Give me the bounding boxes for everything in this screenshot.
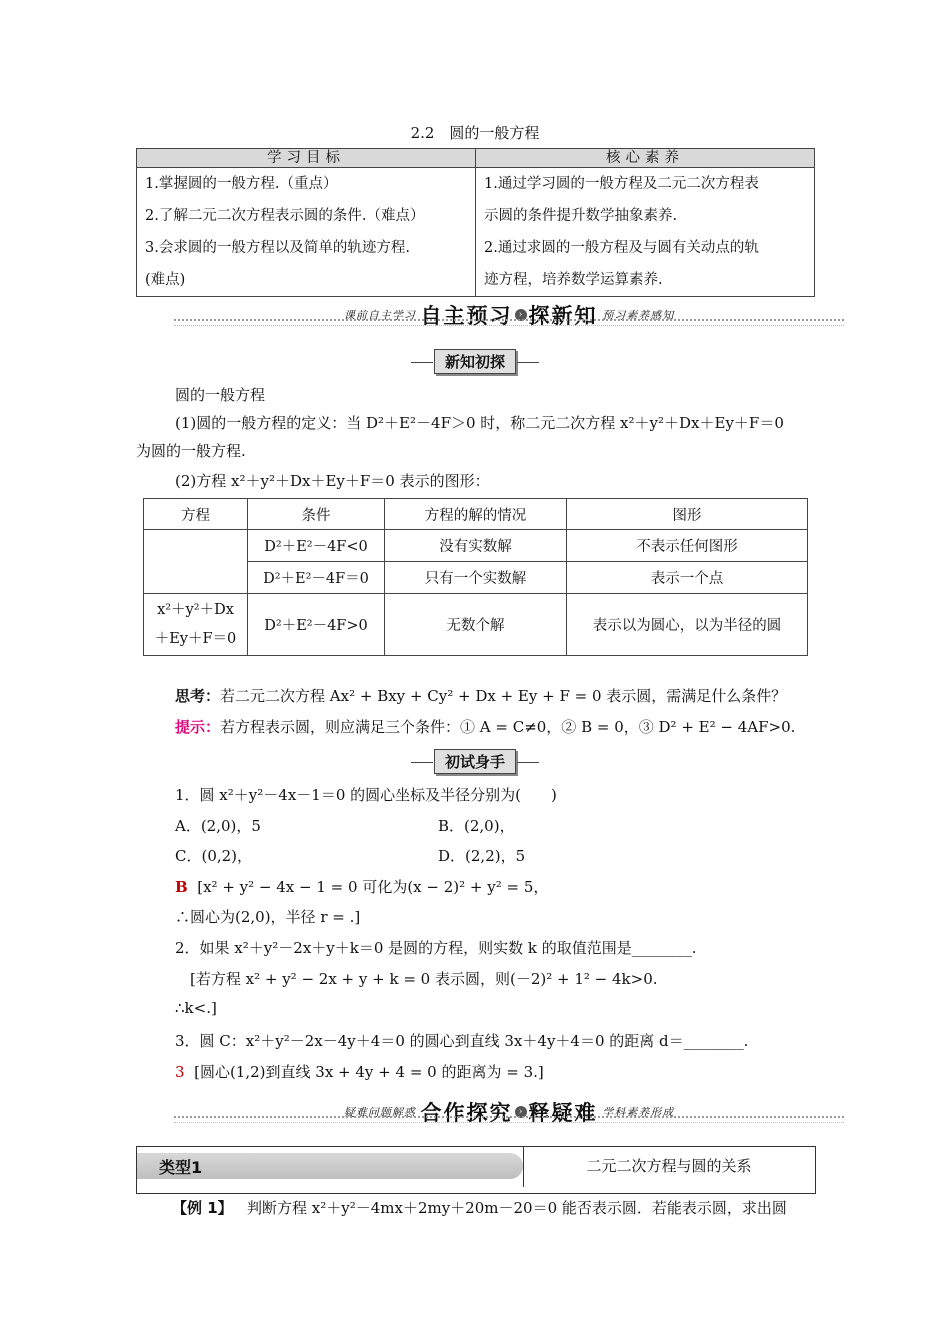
example-1 (172, 1197, 787, 1218)
goal-line: 1.掌握圆的一般方程.（重点） (145, 176, 338, 192)
type-label-bar (137, 1153, 523, 1179)
equation-line: x²＋y²＋Dx (157, 601, 234, 618)
answer-label: 3 (175, 1063, 185, 1081)
solution-text: [x² + y² − 4x − 1 = 0 可化为(x − 2)² + y² = 5， (197, 878, 549, 896)
goal-line: 3.会求圆的一般方程以及简单的轨迹方程. (145, 240, 410, 256)
goals-table (136, 148, 815, 297)
example-text: 判断方程 x²＋y²－4mx＋2my＋20m－20＝0 能否表示圆．若能表示圆，求出圆 (246, 1199, 787, 1217)
table-cell: 只有一个实数解 (385, 562, 567, 594)
table-cell: D²＋E²－4F>0 (248, 594, 385, 656)
table-cell-equation (144, 594, 248, 656)
banner-main-text: 自主预习 (420, 304, 513, 328)
banner-main-text: 合作探究 (420, 1101, 513, 1125)
table-cell-empty (144, 530, 248, 594)
banner-divider (174, 1116, 844, 1123)
type-label: 类型1 (159, 1158, 203, 1177)
literacy-line: 迹方程，培养数学运算素养. (484, 272, 663, 288)
hint-label: 提示： (175, 718, 221, 736)
banner-main-text: 探新知 (528, 304, 598, 328)
solution-text: [若方程 x² + y² − 2x + y + k = 0 表示圆，则(－2)² + 1² − 4k>0. (190, 970, 658, 988)
goals-col-literacy (476, 168, 815, 297)
solution-text: ∴圆心为(2,0)，半径 r = .] (175, 908, 361, 926)
banner-left-text: 疑难问题解惑 (343, 1106, 416, 1119)
definition-line: (2)方程 x²＋y²＋Dx＋Ey＋F＝0 表示的图形： (175, 472, 490, 490)
section-title: 2.2 圆的一般方程 (410, 124, 540, 142)
solution-text: ∴k<.] (175, 999, 217, 1017)
question-3-stem: 3．圆 C：x²＋y²－2x－4y＋4＝0 的圆心到直线 3x＋4y＋4＝0 的距离 d＝________. (175, 1032, 749, 1050)
table-header: 条件 (248, 499, 385, 530)
answer-label: B (175, 878, 188, 896)
table-header: 方程的解的情况 (385, 499, 567, 530)
type-header-box (136, 1146, 816, 1194)
condition-table (143, 498, 808, 656)
option-a: A．(2,0)，5 (175, 817, 261, 835)
section-banner-explore (174, 1097, 844, 1123)
think-label: 思考： (175, 687, 221, 705)
option-d: D．(2,2)，5 (438, 847, 526, 865)
table-cell: 表示一个点 (567, 562, 808, 594)
question-3-solution (175, 1061, 544, 1082)
banner-divider (174, 319, 844, 326)
section-banner-preview (174, 300, 844, 326)
goal-line: 2.了解二元二次方程表示圆的条件.（难点） (145, 208, 425, 224)
example-label: 【例 1】 (172, 1199, 233, 1217)
table-cell: 表示以为圆心，以为半径的圆 (567, 594, 808, 656)
option-c: C．(0,2)， (175, 847, 253, 865)
goals-col-learning (137, 168, 476, 297)
table-cell: D²＋E²－4F<0 (248, 530, 385, 562)
equation-line: ＋Ey＋F＝0 (154, 630, 237, 647)
concept-heading: 圆的一般方程 (175, 386, 266, 404)
type-title: 二元二次方程与圆的关系 (586, 1157, 752, 1175)
goal-line: (难点) (145, 272, 186, 288)
banner-main-text: 释疑难 (528, 1101, 598, 1125)
literacy-line: 1.通过学习圆的一般方程及二元二次方程表 (484, 176, 759, 192)
arrow-icon: › (515, 309, 527, 321)
tag-try-it: 初试身手 (0, 749, 950, 774)
definition-line: (1)圆的一般方程的定义：当 D²＋E²－4F＞0 时，称二元二次方程 x²＋y²＋Dx＋Ey＋F＝0 (175, 414, 784, 432)
tag-new-knowledge: 新知初探 (0, 349, 950, 374)
literacy-line: 示圆的条件提升数学抽象素养. (484, 208, 678, 224)
goals-header-learning: 学习目标 (137, 149, 476, 168)
goals-header-literacy: 核心素养 (476, 149, 815, 168)
hint-text: 若方程表示圆，则应满足三个条件：① A = C≠0，② B = 0，③ D² + E² − 4AF>0. (220, 718, 796, 736)
option-b: B．(2,0)， (438, 817, 515, 835)
hint (175, 716, 795, 737)
definition-line: 为圆的一般方程. (136, 442, 246, 460)
think-question (175, 685, 786, 706)
table-cell: 不表示任何图形 (567, 530, 808, 562)
table-cell: D²＋E²－4F＝0 (248, 562, 385, 594)
banner-left-text: 课前自主学习 (343, 309, 416, 322)
table-cell: 无数个解 (385, 594, 567, 656)
question-2-stem: 2．如果 x²＋y²－2x＋y＋k＝0 是圆的方程，则实数 k 的取值范围是________. (175, 939, 697, 957)
banner-right-text: 学科素养形成 (602, 1106, 675, 1119)
arrow-icon: › (515, 1106, 527, 1118)
question-1-stem: 1．圆 x²＋y²－4x－1＝0 的圆心坐标及半径分别为( ) (175, 786, 557, 804)
table-header: 方程 (144, 499, 248, 530)
question-1-solution (175, 876, 548, 897)
table-cell: 没有实数解 (385, 530, 567, 562)
table-header: 图形 (567, 499, 808, 530)
banner-right-text: 预习素养感知 (602, 309, 675, 322)
think-text: 若二元二次方程 Ax² + Bxy + Cy² + Dx + Ey + F = 0 表示圆，需满足什么条件？ (220, 687, 787, 705)
solution-text: [圆心(1,2)到直线 3x + 4y + 4 = 0 的距离为 = 3.] (194, 1063, 544, 1081)
literacy-line: 2.通过求圆的一般方程及与圆有关动点的轨 (484, 240, 759, 256)
